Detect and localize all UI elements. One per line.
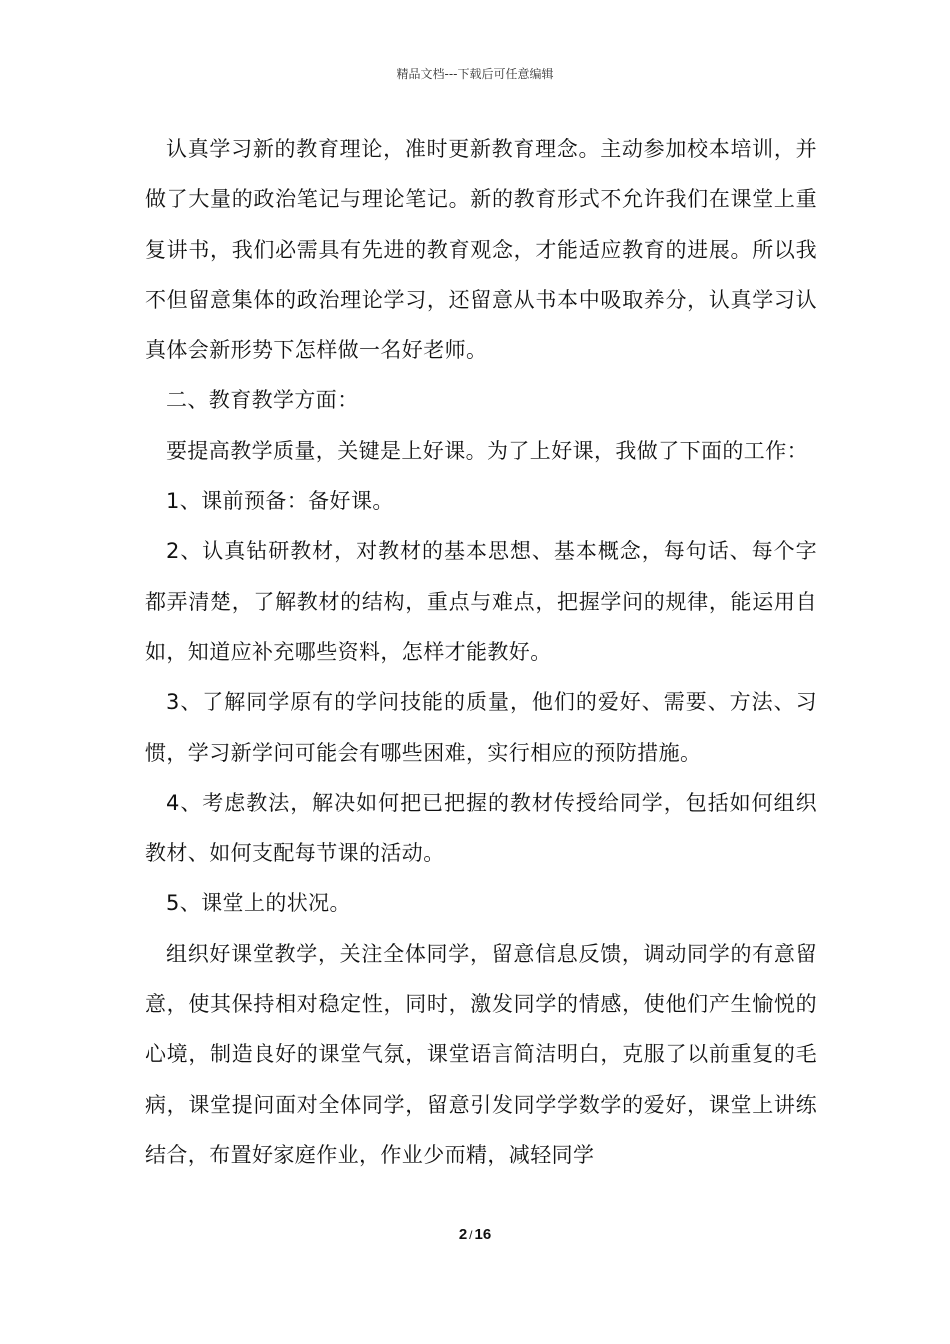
list-item: 4、考虑教法，解决如何把已把握的教材传授给同学，包括如何组织教材、如何支配每节课的活动。 [145,790,817,866]
current-page: 2 [458,1226,468,1243]
list-item: 5、课堂上的状况。 [166,891,351,916]
page-separator: / [469,1228,473,1242]
paragraph: 认真学习新的教育理论，准时更新教育理念。主动参加校本培训，并做了大量的政治笔记与理论笔记。新的教育形式不允许我们在课堂上重复讲书，我们必需具有先进的教育观念，才能适应教育的进展。所以我不但留意集体的政治理论学习，还留意从书本中吸取养分，认真学习认真体会新形势下怎样做一名好老师。 [145,137,817,363]
page-number [0,1226,950,1244]
paragraph: 要提高教学质量，关键是上好课。为了上好课，我做了下面的工作： [166,438,808,463]
list-item: 2、认真钻研教材，对教材的基本思想、基本概念，每句话、每个字都弄清楚，了解教材的结构，重点与难点，把握学问的规律，能运用自如，知道应补充哪些资料，怎样才能教好。 [145,539,817,664]
list-item: 3、了解同学原有的学问技能的质量，他们的爱好、需要、方法、习惯，学习新学问可能会有哪些困难，实行相应的预防措施。 [145,690,817,765]
total-pages: 16 [474,1226,492,1243]
paragraph: 组织好课堂教学，关注全体同学，留意信息反馈，调动同学的有意留意，使其保持相对稳定性，同时，激发同学的情感，使他们产生愉悦的心境，制造良好的课堂气氛，课堂语言简洁明白，克服了以前重复的毛病，课堂提问面对全体同学，留意引发同学学数学的爱好，课堂上讲练结合，布置好家庭作业，作业少而精，减轻同学 [145,941,817,1167]
list-item: 1、课前预备：备好课。 [166,489,394,514]
document-body [145,124,817,1180]
section-heading: 二、教育教学方面： [166,388,359,413]
page-header: 精品文档---下载后可任意编辑 [396,67,554,81]
